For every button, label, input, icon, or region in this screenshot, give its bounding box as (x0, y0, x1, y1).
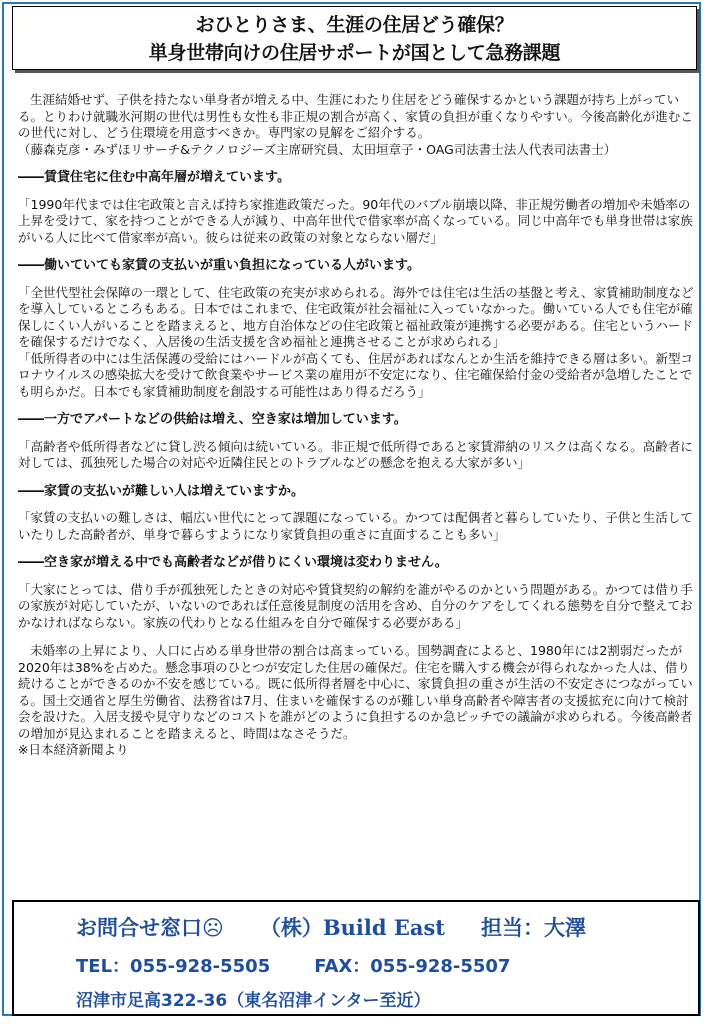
quote-paragraph: 「高齢者や低所得者などに貸し渋る傾向は続いている。非正規で低所得であると家賃滞納のリスクは高くなる。高齢者に対しては、孤独死した場合の対応や近隣住民とのトラブルなどの懸念を抱える大家が多い」 (18, 438, 693, 470)
quote-paragraph: 「大家にとっては、借り手が孤独死したときの対応や賃貸契約の解約を誰がやるのかという問題がある。かつては借り手の家族が対応していたが、いないのであれば任意後見制度の活用を含め、自分のケアをしてくれる態勢を自分で整えておかなければならない。家族の代わりとなる仕組みを自分で確保する必要がある」 (18, 581, 693, 630)
phone-row (76, 952, 510, 978)
section-heading: ――空き家が増える中でも高齢者などが借りにくい環境は変わりません。 (18, 555, 448, 570)
inquiry-label: お問合せ窓口☹ (76, 916, 224, 940)
quote-paragraph: 「家賃の支払いの難しさは、幅広い世代にとって課題になっている。かつては配偶者と暮らしていたり、子供と生活していたりした高齢者が、単身で暮らすようになり家賃負担の重さに直面することも多い」 (18, 510, 693, 542)
company-name: （株）Build East (259, 915, 446, 940)
closing-paragraph: 未婚率の上昇により、人口に占める単身世帯の割合は高まっている。国勢調査によると、1980年には2割弱だったが2020年は38%を占めた。懸念事項のひとつが安定した住居の確保だ。住宅を購入する機会が得られなかった人は、借り続けることができるのか不安を感じている。既に低所得者層を中心に、家賃負担の重さが生活の不安定さにつながっている。国土交通省と厚生労働省、法務省は7月、住まいを確保するのが難しい単身高齢者や障害者の支援拡充に向けて検討会を設けた。入居支援や見守りなどのコストを誰がどのように負担するのか急ピッチでの議論が求められる。今後高齢者の増加が見込まれることを踏まえると、時間はなさそうだ。 (18, 643, 693, 741)
section-heading: ――働いていても家賃の支払いが重い負担になっている人がいます。 (18, 258, 420, 273)
section-heading: ――一方でアパートなどの供給は増え、空き家は増加しています。 (18, 412, 407, 427)
quote-paragraph: 「低所得者の中には生活保護の受給にはハードルが高くても、住居があればなんとか生活を維持できる層は多い。新型コロナウイルスの感染拡大を受けて飲食業やサービス業の雇用が不安定になり、住宅確保給付金の受給者が急増したことでも明らかだ。日本でも家賃補助制度を創設する可能性はあり得るだろう」 (18, 350, 694, 399)
contact-box (12, 900, 700, 1016)
fax-number: FAX：055-928-5507 (314, 956, 511, 977)
section-heading: ――賃貸住宅に住む中高年層が増えています。 (18, 170, 290, 185)
headline-line-2: 単身世帯向けの住居サポートが国として急務課題 (148, 42, 561, 64)
source-note: ※日本経済新聞より (18, 742, 129, 757)
intro-paragraph: 生涯結婚せず、子供を持たない単身者が増える中、生涯にわたり住居をどう確保するかという課題が持ち上がっている。とりわけ就職氷河期の世代は男性も女性も非正規の割合が高く、家賃の負担が重くなりやすい。今後高齢化が進むこの世代に対し、どう住環境を用意すべきか。専門家の見解をご紹介する。 (18, 92, 693, 140)
address: 沼津市足高322-36（東名沼津インター至近） (76, 991, 431, 1011)
quote-paragraph: 「1990年代までは住宅政策と言えば持ち家推進政策だった。90年代のバブル崩壊以降、非正規労働者の増加や未婚率の上昇を受けて、家を持つことができる人が減り、中高年世代で借家率が高くなっている。同じ中高年でも単身世帯は家族がいる人に比べて借家率が高い。彼らは従来の政策の対象とならない層だ」 (18, 196, 693, 245)
quote-paragraph: 「全世代型社会保障の一環として、住宅政策の充実が求められる。海外では住宅は生活の基盤と考え、家賃補助制度などを導入しているところもある。日本ではこれまで、住宅政策が社会福祉に入っていなかった。働いている人でも住宅が確保しにくい人がいることを踏まえると、地方自治体などの住宅政策と福祉政策が連携する必要がある。住宅というハードを確保するだけでなく、入居後の生活支援を含め福祉と連携させることが求められる」 (18, 284, 694, 349)
headline-box (12, 6, 697, 70)
article-body (18, 92, 694, 759)
contact-person: 担当：大澤 (481, 916, 587, 940)
contact-row (76, 912, 586, 942)
tel-number[interactable]: TEL：055-928-5505 (76, 956, 271, 977)
experts-line: （藤森克彦・みずほリサーチ&テクノロジーズ主席研究員、太田垣章子・OAG司法書士法人代表司法書士） (18, 141, 617, 157)
section-heading: ――家賃の支払いが難しい人は増えていますか。 (18, 483, 305, 499)
headline-line-1: おひとりさま、生涯の住居どう確保？ (195, 14, 514, 36)
